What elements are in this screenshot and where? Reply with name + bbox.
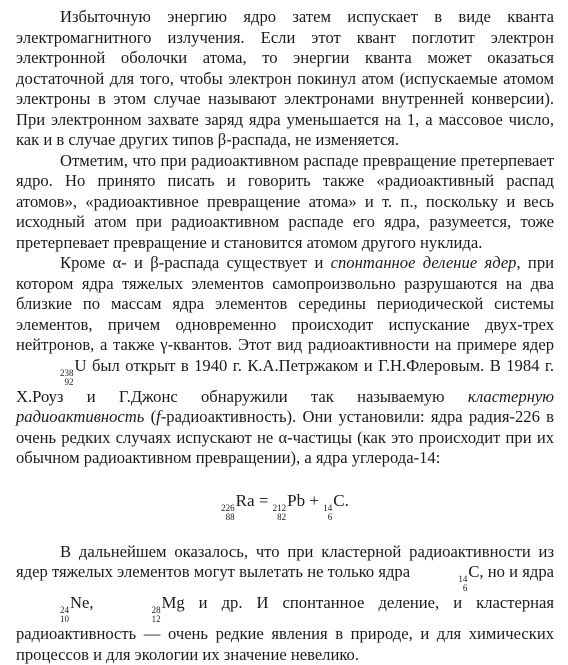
isotope-numbers xyxy=(323,504,332,522)
atomic-number: 88 xyxy=(221,513,235,522)
text-run: , при котором ядра тяжелых элементов самопроизвольно разрушаются на два близкие по массам ядра элементов середины периодической системы элементов, причем одновременно происходит испускание двух-трех нейтронов, а также γ-квантов. Этот вид радиоактивности на примере ядер xyxy=(16,253,554,354)
text-run: был открыт в 1940 г. К.А.Петржаком и Г.Н.Флеровым. В 1984 г. Х.Роуз и Г.Джонс обнаружили так называемую xyxy=(16,356,554,406)
text-run: ( xyxy=(144,407,156,426)
atomic-number: 10 xyxy=(16,615,69,624)
nuclear-reaction-formula xyxy=(16,491,554,522)
mass-number: 14 xyxy=(414,575,467,584)
element-symbol: C xyxy=(333,491,344,510)
text-run: В дальнейшем оказалось, что при кластерной радиоактивности из ядер тяжелых элементов могут вылетать не только ядра xyxy=(16,542,554,582)
term-cluster-radioactivity: кластерную радиоактивность xyxy=(16,387,554,427)
atomic-number: 92 xyxy=(16,378,74,387)
atomic-number: 6 xyxy=(414,584,467,593)
paragraph-nucleus-vs-atom xyxy=(16,151,554,254)
mass-number: 212 xyxy=(273,504,287,513)
paragraph-conversion-electrons xyxy=(16,7,554,151)
isotope-numbers xyxy=(108,606,161,624)
period: . xyxy=(345,491,349,510)
element-symbol: Ra xyxy=(236,491,255,510)
term-spontaneous-fission: спонтанное деление ядер xyxy=(331,253,517,272)
paragraph-text: Отметим, что при радиоактивном распаде превращение претерпевает ядро. Но принято писать и говорить также «радиоактивный распад атомов», «радиоактивное превращение атома» и т. п., поскольку и весь исходный атом при радиоактивном распаде его ядра, разумеется, тоже претерпевает превращение и становится атомом другого нуклида. xyxy=(16,151,554,252)
mass-number: 28 xyxy=(108,606,161,615)
plus-sign: + xyxy=(305,491,323,510)
paragraph-spontaneous-fission xyxy=(16,253,554,469)
text-run: Кроме α- и β-распада существует и xyxy=(60,253,331,272)
text-run: , но и ядра xyxy=(479,562,554,581)
mass-number: 14 xyxy=(323,504,332,513)
mass-number: 24 xyxy=(16,606,69,615)
atomic-number: 6 xyxy=(323,513,332,522)
atomic-number: 82 xyxy=(273,513,287,522)
mass-number: 238 xyxy=(16,369,74,378)
term-f: f xyxy=(156,407,161,426)
paragraph-text: Избыточную энергию ядро затем испускает в виде кванта электромагнитного излучения. Если этот квант поглотит электрон электронной оболочки атома, то энергии кванта может оказаться достаточной для того, чтобы электрон покинул атом (испускаемые атомом электроны в этом случае называют электронами внутренней конверсии). При электронном захвате заряд ядра уменьшается на 1, а массовое число, как и в случае других типов β-распада, не изменяется. xyxy=(16,7,554,149)
element-symbol: Ne xyxy=(70,593,89,612)
isotope-numbers xyxy=(16,606,69,624)
element-symbol: Mg xyxy=(162,593,185,612)
element-symbol: Pb xyxy=(287,491,305,510)
element-symbol: U xyxy=(75,356,87,375)
atomic-number: 12 xyxy=(108,615,161,624)
text-run: и др. И спонтанное деление, и кластерная радиоактивность — очень редкие явления в природе, и для химических процессов и для экологии их значение невелико. xyxy=(16,593,554,664)
text-run: -радиоактивность). Они установили: ядра радия-226 в очень редких случаях испускают не α-частицы (как это происходит при их обычном радиоактивном превращении), а ядра углерода-14: xyxy=(16,407,554,467)
equals-sign: = xyxy=(255,491,273,510)
isotope-numbers xyxy=(221,504,235,522)
element-symbol: C xyxy=(468,562,479,581)
isotope-numbers xyxy=(414,575,467,593)
isotope-numbers xyxy=(16,369,74,387)
paragraph-cluster-nuclei xyxy=(16,542,554,665)
mass-number: 226 xyxy=(221,504,235,513)
text-run: , xyxy=(89,593,107,612)
isotope-numbers xyxy=(273,504,287,522)
